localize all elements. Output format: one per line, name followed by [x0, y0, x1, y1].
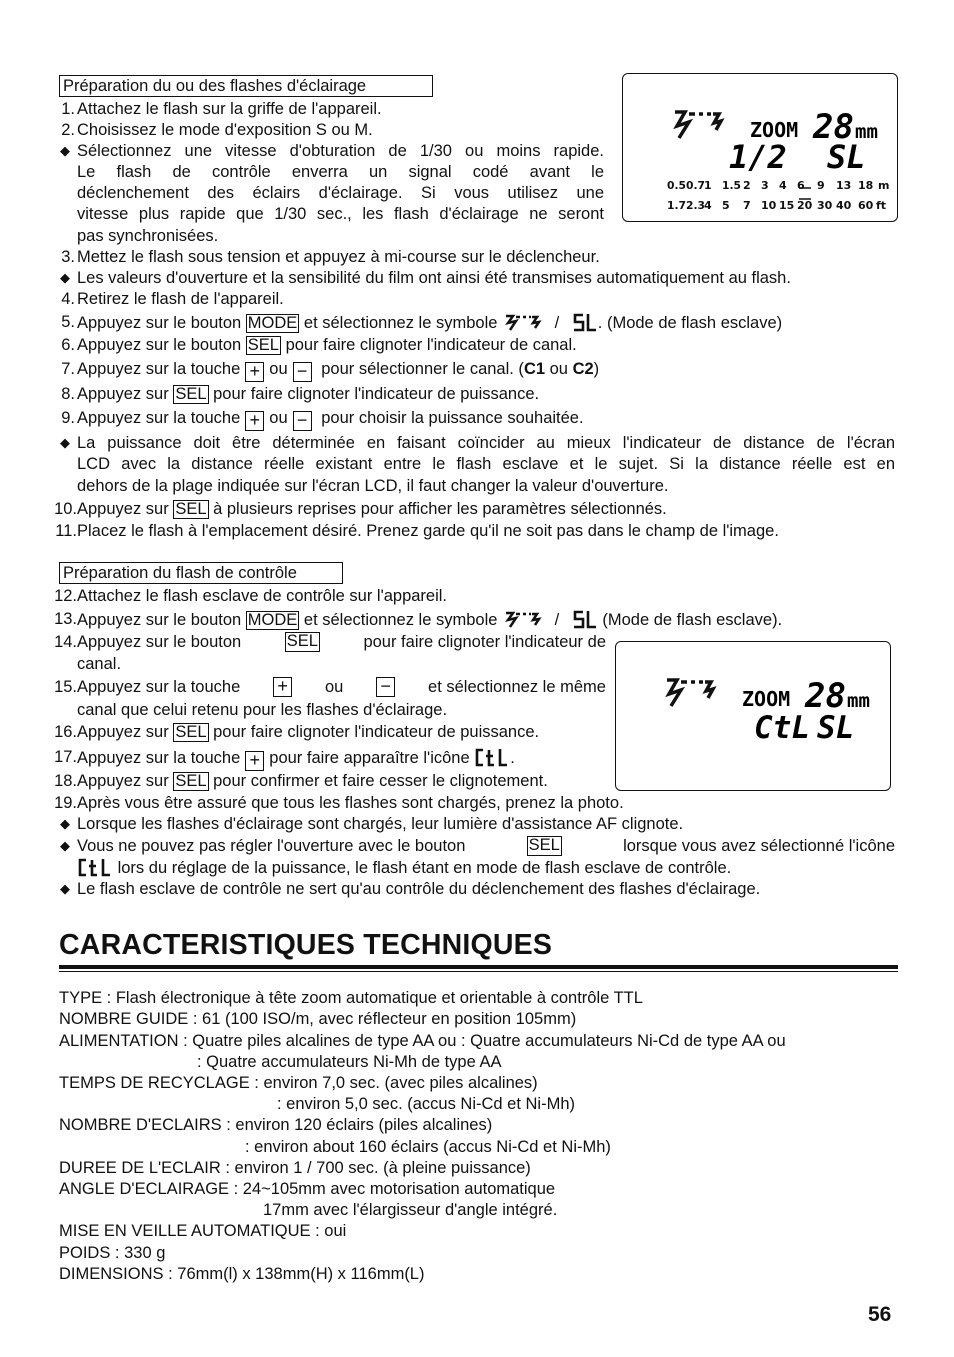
section-heading-master: Préparation du flash de contrôle	[59, 562, 343, 584]
minus-key[interactable]: −	[293, 411, 312, 431]
spec-angle: ANGLE D'ECLAIRAGE : 24~105mm avec motorisation automatique	[59, 1180, 556, 1198]
lcd-display-slave	[622, 73, 898, 222]
sl-mode-icon	[572, 609, 598, 629]
feet-scale-3: 5	[722, 199, 730, 212]
meter-scale-10: 18	[858, 179, 874, 192]
title-rule-thick	[59, 965, 898, 969]
spec-recycle-cont: : environ 5,0 sec. (accus Ni-Cd et Ni-Mh)	[277, 1095, 576, 1113]
spec-standby: MISE EN VEILLE AUTOMATIQUE : oui	[59, 1222, 347, 1240]
meter-scale-1: 0.7	[686, 180, 705, 192]
feet-scale-1: 2.3	[686, 200, 705, 212]
title-rule-thin	[59, 971, 898, 972]
sl-mode-icon	[572, 312, 598, 332]
ctl-value: CtL	[754, 710, 810, 746]
feet-scale-10: 60	[858, 199, 874, 212]
spec-duration: DUREE DE L'ECLAIR : environ 1 / 700 sec. (à pleine puissance)	[59, 1159, 531, 1177]
feet-scale-unit: ft	[876, 199, 887, 212]
spec-dimensions: DIMENSIONS : 76mm(l) x 138mm(H) x 116mm(L)	[59, 1265, 425, 1283]
lcd-display-master	[615, 641, 891, 791]
minus-key[interactable]: −	[293, 362, 312, 382]
page-number: 56	[868, 1303, 892, 1326]
feet-scale-5: 10	[761, 199, 777, 212]
flash-slave-icon	[667, 680, 713, 706]
feet-scale-9: 40	[836, 199, 852, 212]
feet-scale-0: 1.7	[667, 200, 686, 212]
ctl-icon	[77, 857, 113, 877]
focal-value: 28	[805, 676, 846, 716]
spec-type: TYPE : Flash électronique à tête zoom automatique et orientable à contrôle TTL	[59, 989, 643, 1007]
focal-unit: mm	[847, 690, 870, 712]
flash-slave-icon	[502, 312, 542, 332]
sel-button[interactable]: SEL	[175, 385, 207, 403]
focal-value: 28	[813, 107, 854, 147]
specs-title: CARACTERISTIQUES TECHNIQUES	[59, 929, 553, 961]
spec-flash-count: NOMBRE D'ECLAIRS : environ 120 éclairs (piles alcalines)	[59, 1116, 493, 1134]
spec-recycle: TEMPS DE RECYCLAGE : environ 7,0 sec. (avec piles alcalines)	[59, 1074, 538, 1092]
sel-button[interactable]: SEL	[175, 723, 207, 741]
zoom-label: ZOOM	[742, 687, 791, 711]
meter-scale-9: 13	[836, 179, 852, 192]
feet-scale-2: 4	[704, 199, 712, 212]
spec-flash-count-cont: : environ about 160 éclairs (accus Ni-Cd et Ni-Mh)	[245, 1138, 611, 1156]
mode-value: SL	[827, 138, 866, 176]
meter-scale-0: 0.5	[667, 180, 686, 192]
spec-power: ALIMENTATION : Quatre piles alcalines de type AA ou : Quatre accumulateurs Ni-Cd de type AA ou	[59, 1032, 786, 1050]
zoom-label: ZOOM	[750, 118, 799, 142]
power-value: 1/2	[729, 138, 787, 176]
sel-button[interactable]: SEL	[175, 500, 207, 518]
lcd-slave-graphic	[623, 74, 897, 221]
plus-key[interactable]: +	[245, 362, 264, 382]
flash-slave-icon	[502, 609, 542, 629]
focal-unit: mm	[855, 121, 878, 143]
plus-key[interactable]: +	[245, 411, 264, 431]
meter-scale-7: 6	[797, 179, 805, 192]
meter-scale-2: 1	[704, 179, 712, 192]
mode-button[interactable]: MODE	[247, 314, 298, 332]
meter-scale-8: 9	[817, 179, 825, 192]
ctl-icon	[474, 747, 510, 767]
meter-scale-3: 1.5	[722, 180, 741, 192]
feet-scale-8: 30	[817, 199, 833, 212]
plus-key[interactable]: +	[273, 677, 292, 697]
sel-button[interactable]: SEL	[528, 836, 560, 854]
meter-scale-unit: m	[878, 179, 890, 192]
mode-value: SL	[817, 710, 855, 746]
spec-angle-cont: 17mm avec l'élargisseur d'angle intégré.	[263, 1201, 558, 1219]
spec-weight: POIDS : 330 g	[59, 1244, 166, 1262]
sel-button[interactable]: SEL	[247, 336, 279, 354]
section-heading-slave: Préparation du ou des flashes d'éclairage	[59, 75, 433, 97]
plus-key[interactable]: +	[245, 751, 264, 771]
lcd-master-graphic	[616, 642, 890, 790]
meter-scale-5: 3	[761, 179, 769, 192]
feet-scale-4: 7	[743, 199, 751, 212]
minus-key[interactable]: −	[376, 677, 395, 697]
meter-scale-4: 2	[743, 179, 751, 192]
spec-guide-number: NOMBRE GUIDE : 61 (100 ISO/m, avec réflecteur en position 105mm)	[59, 1010, 577, 1028]
sel-button[interactable]: SEL	[175, 772, 207, 790]
mode-button[interactable]: MODE	[247, 611, 298, 629]
flash-slave-icon	[675, 112, 721, 138]
feet-scale-7: 20	[797, 199, 813, 212]
spec-power-cont: : Quatre accumulateurs Ni-Mh de type AA	[197, 1053, 502, 1071]
meter-scale-6: 4	[779, 179, 787, 192]
sel-button[interactable]: SEL	[286, 632, 318, 650]
feet-scale-6: 15	[779, 199, 795, 212]
